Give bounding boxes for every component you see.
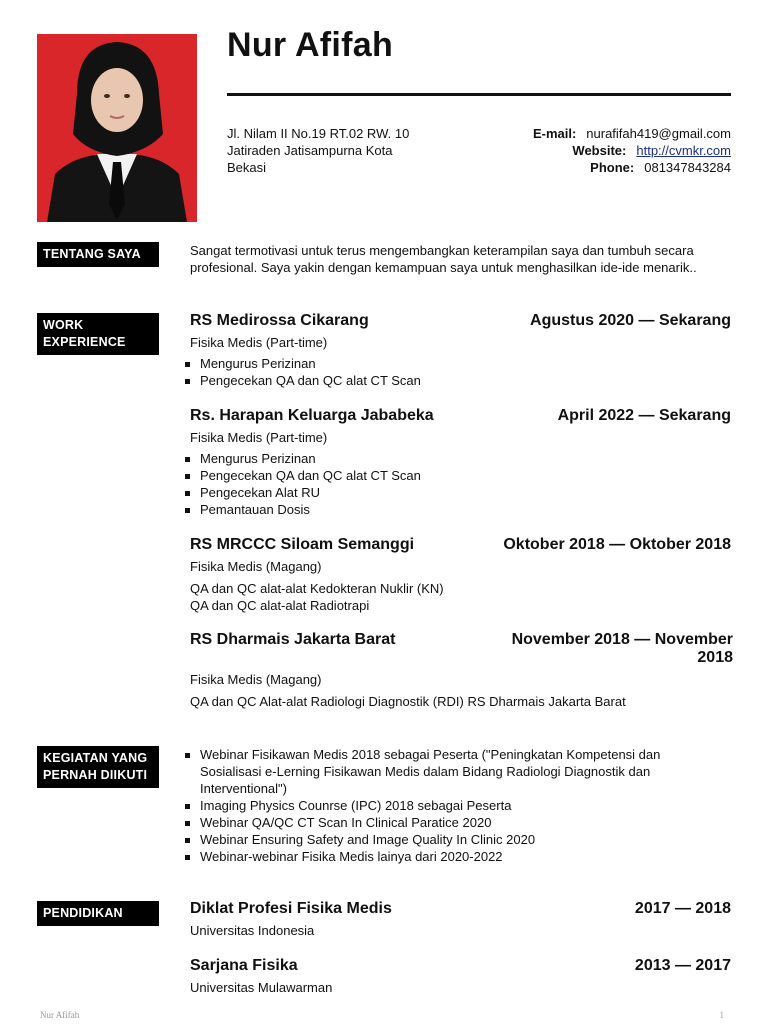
contact-info xyxy=(533,125,731,176)
job-title: RS Medirossa Cikarang xyxy=(190,312,369,329)
education-entry xyxy=(190,957,731,996)
list-item: Pemantauan Dosis xyxy=(190,501,731,518)
header-divider xyxy=(227,93,731,96)
job-role: Fisika Medis (Magang) xyxy=(190,672,322,687)
list-item: Webinar Ensuring Safety and Image Quality In Clinic 2020 xyxy=(190,831,710,848)
list-item: Mengurus Perizinan xyxy=(190,450,731,467)
address-line: Jl. Nilam II No.19 RT.02 RW. 10 xyxy=(227,126,410,141)
page-number: 1 xyxy=(719,1010,724,1020)
job-date: Agustus 2020 — Sekarang xyxy=(530,312,731,329)
job-entry xyxy=(190,312,731,389)
section-label-line: EXPERIENCE xyxy=(43,335,126,349)
email-label: E-mail: xyxy=(532,126,577,141)
website-row xyxy=(533,142,731,159)
job-duties xyxy=(190,355,731,389)
job-date: Oktober 2018 — Oktober 2018 xyxy=(503,536,731,553)
section-label-activities xyxy=(37,746,159,788)
job-role: Fisika Medis (Part-time) xyxy=(190,430,328,445)
phone-value: 081347843284 xyxy=(644,160,731,175)
website-link[interactable]: http://cvmkr.com xyxy=(636,143,731,158)
address xyxy=(227,125,457,176)
email-row xyxy=(533,125,731,142)
job-description: QA dan QC alat-alat Radiotrapi xyxy=(190,598,370,613)
about-text: Sangat termotivasi untuk terus mengembangkan keterampilan saya dan tumbuh secara profesional. Saya yakin dengan kemampuan saya untuk menghasilkan ide-ide menarik.. xyxy=(190,243,697,275)
list-item: Webinar QA/QC CT Scan In Clinical Paratice 2020 xyxy=(190,814,710,831)
list-item: Pengecekan QA dan QC alat CT Scan xyxy=(190,467,731,484)
list-item: Mengurus Perizinan xyxy=(190,355,731,372)
job-title: Rs. Harapan Keluarga Jababeka xyxy=(190,407,434,424)
job-duties xyxy=(190,450,731,518)
section-label-work xyxy=(37,313,159,355)
activities-list xyxy=(190,746,710,865)
job-role: Fisika Medis (Part-time) xyxy=(190,335,328,350)
list-item: Imaging Physics Counrse (IPC) 2018 sebagai Peserta xyxy=(190,797,710,814)
job-date xyxy=(512,631,733,667)
activities-list-wrap xyxy=(190,746,710,865)
education-school: Universitas Mulawarman xyxy=(190,980,333,995)
address-line: Jatiraden Jatisampurna Kota xyxy=(227,143,393,158)
education-date: 2013 — 2017 xyxy=(634,957,731,974)
job-title: RS MRCCC Siloam Semanggi xyxy=(190,536,415,553)
candidate-name: Nur Afifah xyxy=(227,26,394,64)
person-portrait-icon xyxy=(37,34,197,222)
address-line: Bekasi xyxy=(227,160,267,175)
footer-name: Nur Afifah xyxy=(40,1010,80,1020)
section-label-line: PERNAH DIIKUTI xyxy=(43,768,148,782)
job-title: RS Dharmais Jakarta Barat xyxy=(190,631,396,648)
email-value[interactable]: nurafifah419@gmail.com xyxy=(586,126,731,141)
job-date: April 2022 — Sekarang xyxy=(557,407,731,424)
education-entry xyxy=(190,900,731,939)
list-item: Pengecekan Alat RU xyxy=(190,484,731,501)
phone-row xyxy=(533,159,731,176)
job-date-line: November 2018 — November xyxy=(511,631,733,648)
list-item: Pengecekan QA dan QC alat CT Scan xyxy=(190,372,731,389)
job-date-line: 2018 xyxy=(697,649,733,666)
section-label-about: TENTANG SAYA xyxy=(37,242,159,267)
job-entry xyxy=(190,631,731,710)
list-item: Webinar Fisikawan Medis 2018 sebagai Peserta ("Peningkatan Kompetensi dan Sosialisasi e-Lerning Fisikawan Medis dalam Bidang Radiologi Diagnostik dan Interventional") xyxy=(190,746,710,797)
section-label-line: KEGIATAN YANG xyxy=(43,751,148,765)
job-entry xyxy=(190,407,731,518)
profile-photo xyxy=(37,34,197,222)
job-entry xyxy=(190,536,731,614)
section-label-education: PENDIDIKAN xyxy=(37,901,159,926)
section-label-line: WORK xyxy=(43,318,84,332)
phone-label: Phone: xyxy=(590,160,635,175)
education-title: Diklat Profesi Fisika Medis xyxy=(190,900,392,917)
education-title: Sarjana Fisika xyxy=(190,957,298,974)
website-label: Website: xyxy=(572,143,627,158)
list-item: Webinar-webinar Fisika Medis lainya dari 2020-2022 xyxy=(190,848,710,865)
job-description: QA dan QC alat-alat Kedokteran Nuklir (KN) xyxy=(190,581,444,596)
education-school: Universitas Indonesia xyxy=(190,923,315,938)
job-description: QA dan QC Alat-alat Radiologi Diagnostik (RDI) RS Dharmais Jakarta Barat xyxy=(190,694,626,709)
education-date: 2017 — 2018 xyxy=(634,900,731,917)
job-role: Fisika Medis (Magang) xyxy=(190,559,322,574)
